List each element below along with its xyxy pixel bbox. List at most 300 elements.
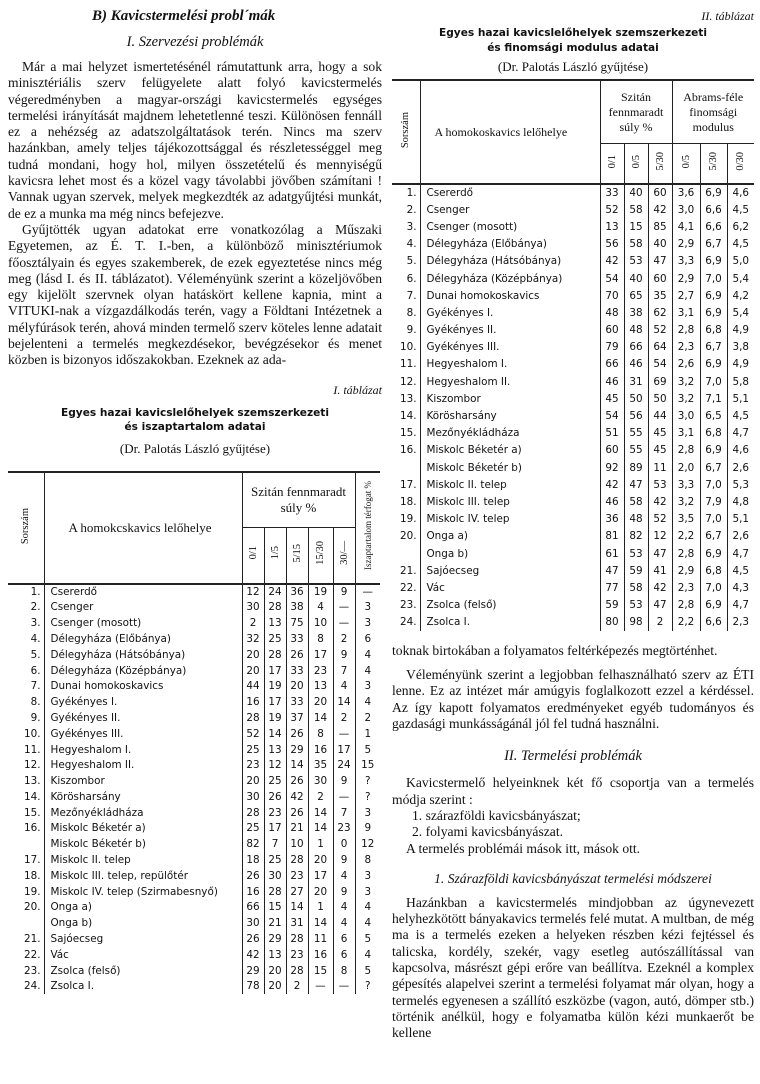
cell-value: 80 [600, 614, 624, 631]
cell-value: 58 [624, 493, 648, 510]
row-number: 18. [8, 868, 44, 884]
cell-value: 82 [624, 528, 648, 545]
row-number: 12. [392, 373, 420, 390]
cell-value: 3,1 [672, 304, 700, 321]
cell-value: 47 [648, 545, 672, 562]
row-number: 10. [392, 339, 420, 356]
location-name: Csenger (mosott) [426, 220, 518, 233]
cell-value: — [308, 979, 333, 995]
row-number: 6. [392, 270, 420, 287]
location-name: Miskolc IV. telep (Szirmabesnyő) [50, 885, 218, 898]
cell-value: 2,7 [672, 287, 700, 304]
row-number: 15. [8, 805, 44, 821]
location-name: Mezőnyékládháza [426, 427, 520, 440]
location-name: Sajóecseg [50, 933, 104, 946]
location-name: Miskolc III. telep [426, 495, 510, 508]
location-name: Hegyeshalom I. [426, 358, 508, 371]
location-name: Vác [426, 581, 445, 594]
cell-value: 6,9 [700, 287, 727, 304]
location-name: Zsolca (felső) [426, 599, 497, 612]
location-name: Csererdő [50, 586, 98, 599]
row-number: 18. [392, 493, 420, 510]
right-column [392, 0, 754, 1042]
table-row [392, 545, 754, 562]
table1-header-name: A homokcskavics lelőhelye [44, 472, 242, 584]
cell-value: 56 [624, 407, 648, 424]
cell-value: 4 [308, 599, 333, 615]
cell-value: 65 [624, 287, 648, 304]
table-row [392, 236, 754, 253]
cell-value: 36 [286, 584, 308, 600]
cell-value: 17 [333, 742, 355, 758]
cell-value: 3 [355, 599, 380, 615]
cell-value: 28 [242, 710, 264, 726]
cell-value: 16 [242, 694, 264, 710]
row-number: 9. [8, 710, 44, 726]
cell-value: 50 [624, 390, 648, 407]
cell-value: 20 [286, 678, 308, 694]
cell-value: 38 [286, 599, 308, 615]
cell-value: 47 [648, 597, 672, 614]
table-row [8, 852, 380, 868]
cell-value: 1 [308, 836, 333, 852]
cell-value: 42 [648, 579, 672, 596]
cell-value: 52 [648, 322, 672, 339]
location-name: Hegyeshalom II. [50, 759, 135, 772]
location-name: Zsolca (felső) [50, 964, 121, 977]
cell-value: 5 [355, 742, 380, 758]
cell-value: ? [355, 789, 380, 805]
table-row [392, 339, 754, 356]
row-number: 23. [392, 597, 420, 614]
cell-value: 25 [264, 631, 286, 647]
cell-value: 59 [624, 562, 648, 579]
cell-value: 4 [355, 694, 380, 710]
location-name: Onga a) [426, 530, 468, 543]
cell-value: 82 [242, 836, 264, 852]
cell-value: 6,7 [700, 339, 727, 356]
paragraph-problems: A termelés problémái mások itt, mások ott. [406, 840, 641, 856]
cell-value: 6,2 [727, 218, 754, 235]
cell-value: 35 [648, 287, 672, 304]
cell-value: 13 [264, 742, 286, 758]
table-row [8, 584, 380, 600]
table1-caption-line1: Egyes hazai kavicslelőhelyek szemszerkezeti [60, 406, 330, 419]
cell-value: 7 [333, 805, 355, 821]
cell-value: 45 [648, 442, 672, 459]
cell-value: 50 [648, 390, 672, 407]
location-name: Miskolc Béketér b) [50, 838, 146, 851]
paragraph-land-mining: Hazánkban a kavicstermelés mindjobban az úgynevezett helyhezkötött bányakavics termelés felé mutat. A multban, de még ma is a termelés ezeken a helyeken részben kézi fejtéssel és talicska, kordély, szekér, vagy esetleg autószállítással van kapcsolva, másrészt gépi erőre van beállítva. Ezeknél a komplex gépesítés alapelvei szerint a termelési folyamat már olyan, hogy a termelés egyenesen a szállító eszközbe (vagon, autó, dömper stb.) történik anélkül, hogy e folyamatba külön kézi munkaerőt be kellene [392, 894, 754, 1041]
cell-value: 8 [333, 963, 355, 979]
cell-value: 6,9 [700, 304, 727, 321]
cell-value: 6,9 [700, 184, 727, 201]
cell-value: 2 [648, 614, 672, 631]
cell-value: 7,0 [700, 579, 727, 596]
location-name: Délegyháza (Középbánya) [50, 664, 187, 677]
cell-value: 5,4 [727, 304, 754, 321]
cell-value: 16 [242, 884, 264, 900]
cell-value: 4,7 [727, 597, 754, 614]
list-item-2: 2. folyami kavicsbányászat. [412, 824, 563, 840]
cell-value: 2,3 [727, 614, 754, 631]
cell-value: 5,0 [727, 253, 754, 270]
row-number: 10. [8, 726, 44, 742]
cell-value: 17 [308, 647, 333, 663]
section-title: B) Kavicstermelési probl´mák [92, 8, 276, 24]
cell-value: 4 [333, 915, 355, 931]
cell-value: 2,3 [672, 579, 700, 596]
cell-value: 1 [308, 900, 333, 916]
cell-value: 20 [308, 852, 333, 868]
location-name: Miskolc Béketér a) [50, 822, 146, 835]
table2-caption-line2: és finomsági modulus adatai [487, 41, 659, 54]
cell-value: 53 [624, 253, 648, 270]
cell-value: 20 [308, 694, 333, 710]
paragraph-2: Gyűjtötték ugyan adatokat erre vonatkozólag a Műszaki Egyetemen, az É. T. I.-ben, a különböző minisztériumok főosztályain és egyes szakemberek, de ezek egyeztetése nincs még meg (lásd I. és II. táblázatot). Véleményünk szerint a közeljövőben egy kijelölt szervnek olyan hatáskört kellene kapnia, mint a VITUKI-nak a vízgazdálkodás terén, vagy a Földtani Intézetnek a mélyfúrások terén, ahová minden termelő szerv köteles lenne adatait bejelenteni a termelés megkezdésekor, bevégzésekor és menet közben is bizonyos időszakokban. Ezeknek az ada- [8, 221, 382, 368]
cell-value: 26 [286, 726, 308, 742]
cell-value: 4,2 [727, 287, 754, 304]
cell-value: 2,9 [672, 236, 700, 253]
table-row [392, 201, 754, 218]
table-row [8, 615, 380, 631]
table2-caption-line1: Egyes hazai kavicslelőhelyek szemszerkezeti [438, 27, 708, 39]
table1-header-sorszam: Sorszám [20, 507, 32, 544]
location-name: Csererdő [426, 187, 474, 200]
location-name: Körösharsány [50, 790, 121, 803]
paragraph-eti: Véleményünk szerint a legjobban felhasználható szerv az ÉTI lenne. Ez az intézet már amúgyis foglalkozott ezzel a kérdéssel. Az így kapott folyamatos eredményeket egyéb tudományos és gazdasági munkásságánál jól fel tudná használni. [392, 667, 754, 732]
row-number: 3. [8, 615, 44, 631]
cell-value: 2,2 [672, 528, 700, 545]
table-row [392, 407, 754, 424]
cell-value: 20 [242, 663, 264, 679]
cell-value: 4 [355, 947, 380, 963]
row-number: 24. [392, 614, 420, 631]
cell-value: 24 [333, 757, 355, 773]
cell-value: 42 [600, 476, 624, 493]
cell-value: 14 [308, 710, 333, 726]
row-number: 8. [8, 694, 44, 710]
cell-value: 18 [242, 852, 264, 868]
table-row [392, 270, 754, 287]
cell-value: 4,6 [727, 442, 754, 459]
cell-value: 3,2 [672, 493, 700, 510]
cell-value: 29 [264, 931, 286, 947]
left-column [8, 0, 382, 994]
cell-value: 13 [264, 615, 286, 631]
table-row [8, 947, 380, 963]
cell-value: 77 [600, 579, 624, 596]
cell-value: 48 [600, 304, 624, 321]
cell-value: 25 [264, 773, 286, 789]
cell-value: 26 [286, 647, 308, 663]
location-name: Onga b) [426, 547, 469, 560]
location-name: Csenger (mosott) [50, 617, 142, 630]
cell-value: 2,8 [672, 322, 700, 339]
row-number: 17. [8, 852, 44, 868]
cell-value: 9 [333, 584, 355, 600]
cell-value: 14 [286, 757, 308, 773]
table-row [392, 390, 754, 407]
table-row [392, 253, 754, 270]
cell-value: 81 [600, 528, 624, 545]
cell-value: 3 [355, 805, 380, 821]
table-row [392, 287, 754, 304]
row-number: 4. [8, 631, 44, 647]
location-name: Mezőnyékládháza [50, 806, 144, 819]
table2-header-group1: Szitán fennmaradt súly % [600, 80, 672, 144]
table-row [8, 821, 380, 837]
cell-value: 6 [333, 947, 355, 963]
row-number: 21. [392, 562, 420, 579]
row-number [8, 836, 44, 852]
cell-value: — [355, 584, 380, 600]
table2-header-sorszam: Sorszám [400, 111, 412, 149]
location-name: Kiszombor [426, 392, 481, 405]
cell-value: 20 [308, 884, 333, 900]
row-number: 17. [392, 476, 420, 493]
cell-value: 54 [648, 356, 672, 373]
cell-value: 37 [286, 710, 308, 726]
cell-value: 54 [600, 270, 624, 287]
cell-value: 23 [333, 821, 355, 837]
cell-value: 13 [600, 218, 624, 235]
cell-value: 12 [648, 528, 672, 545]
cell-value: 2,6 [672, 356, 700, 373]
row-number: 7. [392, 287, 420, 304]
row-number: 11. [392, 356, 420, 373]
table2-col-5-30: 5/30 [654, 152, 666, 171]
cell-value: 28 [264, 884, 286, 900]
cell-value: 53 [648, 476, 672, 493]
cell-value: 3,8 [727, 339, 754, 356]
table-row [8, 773, 380, 789]
cell-value: 41 [648, 562, 672, 579]
cell-value: 3,1 [672, 425, 700, 442]
cell-value: 20 [242, 647, 264, 663]
table2-source: (Dr. Palotás László gyűjtése) [497, 59, 649, 74]
row-number: 19. [8, 884, 44, 900]
table-row [8, 931, 380, 947]
cell-value: 60 [648, 184, 672, 201]
cell-value: 55 [624, 425, 648, 442]
location-name: Délegyháza (Hátsóbánya) [50, 648, 186, 661]
cell-value: 51 [600, 425, 624, 442]
cell-value: 75 [286, 615, 308, 631]
location-name: Délegyháza (Előbánya) [426, 238, 547, 251]
row-number: 19. [392, 511, 420, 528]
cell-value: 36 [600, 511, 624, 528]
table-row [8, 742, 380, 758]
cell-value: 5,8 [727, 373, 754, 390]
cell-value: 6,9 [700, 597, 727, 614]
cell-value: 13 [308, 678, 333, 694]
cell-value: 25 [242, 821, 264, 837]
cell-value: 58 [624, 236, 648, 253]
cell-value: 56 [600, 236, 624, 253]
cell-value: 23 [308, 663, 333, 679]
paragraph-continued: toknak birtokában a folyamatos feltérképezés megtörténhet. [392, 642, 718, 658]
row-number: 3. [392, 218, 420, 235]
cell-value: 17 [308, 868, 333, 884]
row-number: 14. [392, 407, 420, 424]
cell-value: 4 [333, 900, 355, 916]
location-name: Gyékényes II. [50, 711, 121, 724]
table-row [392, 442, 754, 459]
location-name: Zsolca I. [426, 616, 471, 629]
location-name: Onga a) [50, 901, 92, 914]
location-name: Gyékényes I. [50, 696, 118, 709]
subsection-title-land: 1. Szárazföldi kavicsbányászat termelési módszerei [434, 870, 712, 886]
table-row [392, 459, 754, 476]
cell-value: 7,0 [700, 270, 727, 287]
cell-value: 4 [333, 678, 355, 694]
cell-value: 6,6 [700, 218, 727, 235]
row-number: 2. [8, 599, 44, 615]
row-number: 14. [8, 789, 44, 805]
cell-value: 3,6 [672, 184, 700, 201]
table-row [8, 963, 380, 979]
cell-value: 33 [286, 694, 308, 710]
cell-value: 4 [333, 868, 355, 884]
location-name: Miskolc Béketér b) [426, 461, 522, 474]
cell-value: 58 [624, 201, 648, 218]
cell-value: 25 [264, 852, 286, 868]
table-row [8, 694, 380, 710]
cell-value: 16 [308, 742, 333, 758]
paragraph-groups: Kavicstermelő helyeinknek két fő csoportja van a termelés módja szerint : [392, 775, 754, 807]
cell-value: 54 [600, 407, 624, 424]
cell-value: 3,5 [672, 511, 700, 528]
cell-value: 92 [600, 459, 624, 476]
cell-value: 21 [286, 821, 308, 837]
cell-value: 30 [242, 599, 264, 615]
cell-value: 5,4 [727, 270, 754, 287]
cell-value: 9 [355, 821, 380, 837]
table-row [392, 493, 754, 510]
cell-value: 25 [242, 742, 264, 758]
table1-col-0-1: 0/1 [247, 546, 259, 560]
table-row [8, 710, 380, 726]
cell-value: 14 [308, 915, 333, 931]
row-number: 6. [8, 663, 44, 679]
cell-value: 23 [286, 947, 308, 963]
cell-value: 7 [333, 663, 355, 679]
table-row [392, 476, 754, 493]
cell-value: 2,8 [672, 545, 700, 562]
cell-value: 4,1 [672, 218, 700, 235]
table-row [8, 631, 380, 647]
table-row [392, 562, 754, 579]
cell-value: 13 [264, 947, 286, 963]
row-number: 5. [8, 647, 44, 663]
cell-value: 4 [355, 915, 380, 931]
table1-source: (Dr. Palotás László gyűjtése) [119, 440, 271, 456]
table1-col-1-5: 1/5 [269, 546, 281, 560]
cell-value: 6,6 [700, 614, 727, 631]
cell-value: 48 [624, 322, 648, 339]
cell-value: 12 [355, 836, 380, 852]
location-name: Vác [50, 948, 69, 961]
row-number: 1. [8, 584, 44, 600]
cell-value: 52 [648, 511, 672, 528]
table-row [392, 304, 754, 321]
cell-value: 12 [242, 584, 264, 600]
table2-col-0-1: 0/1 [606, 154, 618, 169]
cell-value: 26 [242, 931, 264, 947]
table1-col-15-30: 15/30 [315, 541, 326, 566]
row-number: 16. [392, 442, 420, 459]
row-number: 13. [8, 773, 44, 789]
cell-value: 3 [355, 884, 380, 900]
cell-value: 4,5 [727, 562, 754, 579]
cell-value: 64 [648, 339, 672, 356]
cell-value: 33 [600, 184, 624, 201]
table1 [8, 471, 380, 995]
cell-value: 28 [286, 852, 308, 868]
cell-value: 19 [308, 584, 333, 600]
row-number: 9. [392, 322, 420, 339]
cell-value: 4,7 [727, 425, 754, 442]
cell-value: 30 [242, 789, 264, 805]
cell-value: 42 [648, 493, 672, 510]
cell-value: 3,0 [672, 201, 700, 218]
cell-value: 52 [242, 726, 264, 742]
cell-value: 42 [648, 201, 672, 218]
row-number: 15. [392, 425, 420, 442]
cell-value: 47 [648, 253, 672, 270]
cell-value: 98 [624, 614, 648, 631]
cell-value: 58 [624, 579, 648, 596]
cell-value: 6 [355, 631, 380, 647]
cell-value: 2 [308, 789, 333, 805]
row-number: 16. [8, 821, 44, 837]
cell-value: 53 [624, 545, 648, 562]
cell-value: 45 [600, 390, 624, 407]
cell-value: 35 [308, 757, 333, 773]
cell-value: 11 [648, 459, 672, 476]
cell-value: 4,8 [727, 493, 754, 510]
cell-value: 3,3 [672, 476, 700, 493]
table-row [392, 425, 754, 442]
location-name: Gyékényes II. [426, 324, 497, 337]
table2-mod-0-5: 0/5 [680, 154, 692, 169]
cell-value: — [333, 599, 355, 615]
cell-value: 9 [333, 773, 355, 789]
list-item-1: 1. szárazföldi kavicsbányászat; [412, 807, 581, 823]
cell-value: 14 [308, 805, 333, 821]
cell-value: 5,3 [727, 476, 754, 493]
location-name: Miskolc III. telep, repülőtér [50, 869, 189, 882]
cell-value: 6,8 [700, 425, 727, 442]
table-row [8, 868, 380, 884]
cell-value: 2,6 [727, 459, 754, 476]
table-row [392, 356, 754, 373]
cell-value: 3 [355, 868, 380, 884]
cell-value: 7,1 [700, 390, 727, 407]
cell-value: 6,9 [700, 253, 727, 270]
cell-value: 38 [624, 304, 648, 321]
cell-value: 4,6 [727, 184, 754, 201]
subsection-title-production: II. Termelési problémák [504, 748, 642, 765]
cell-value: 4 [355, 663, 380, 679]
cell-value: 2 [355, 710, 380, 726]
cell-value: 2,2 [672, 614, 700, 631]
cell-value: 6,7 [700, 459, 727, 476]
cell-value: ? [355, 979, 380, 995]
cell-value: 15 [624, 218, 648, 235]
cell-value: 60 [600, 322, 624, 339]
